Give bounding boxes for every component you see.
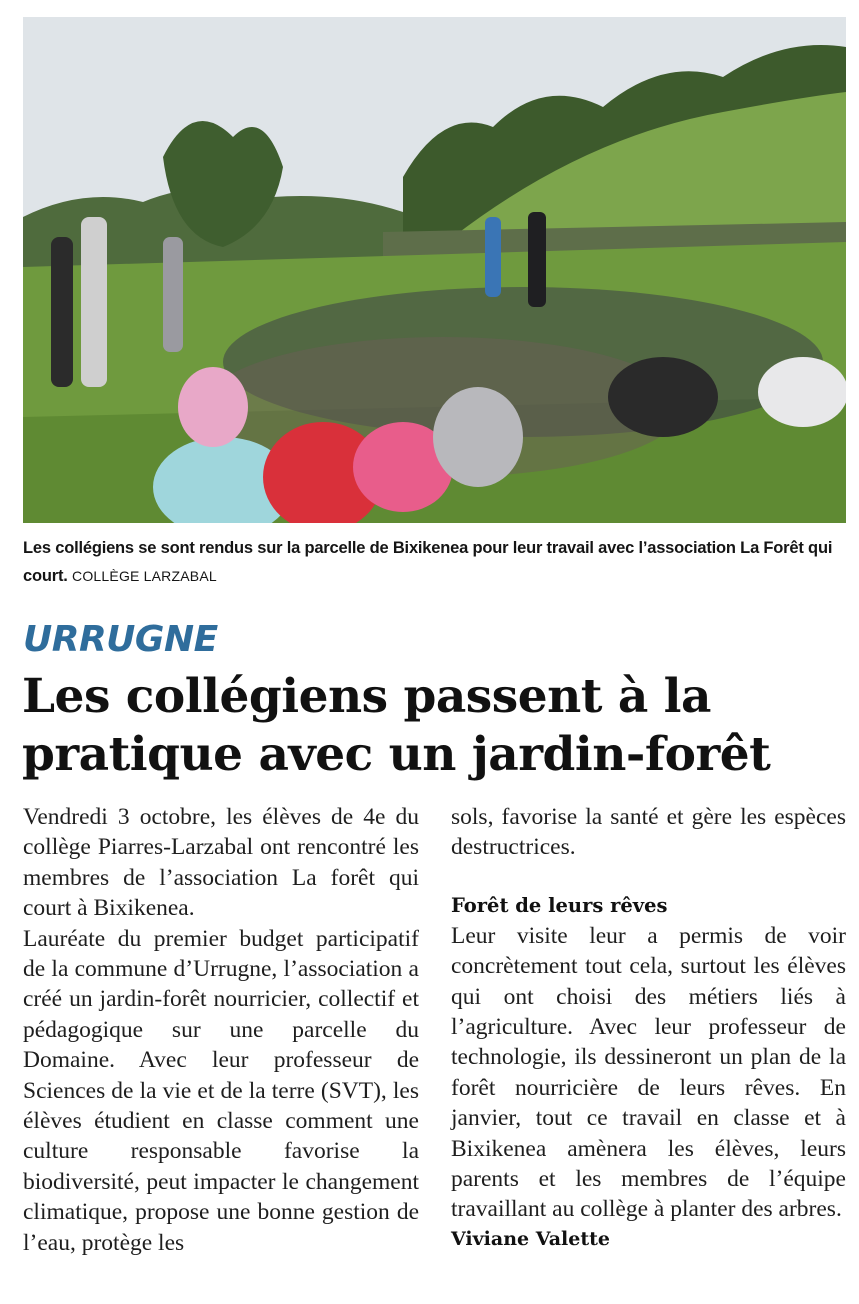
paragraph-continuation: sols, favorise la santé et gère les espèces destructrices. <box>451 804 846 861</box>
caption-text: Les collégiens se sont rendus sur la parcelle de Bixikenea pour leur travail avec l’association La Forêt qui court. <box>23 539 833 585</box>
article-column-left <box>23 802 419 1258</box>
article-photo <box>23 17 846 523</box>
article-column-right <box>451 802 846 1253</box>
photo-credit: COLLÈGE LARZABAL <box>72 568 217 584</box>
photo-students-in-field <box>23 17 846 523</box>
author-byline: Viviane Valette <box>451 1227 610 1250</box>
article-headline: Les collégiens passent à la pratique avec un jardin-forêt <box>22 669 771 782</box>
paragraph-intro: Vendredi 3 octobre, les élèves de 4e du collège Piarres-Larzabal ont rencontré les membres de l’association La forêt qui court à Bixikenea. <box>23 804 419 922</box>
article-subhead: Forêt de leurs rêves <box>451 893 668 917</box>
paragraph-association: Lauréate du premier budget participatif de la commune d’Urrugne, l’association a créé un jardin-forêt nourricier, collectif et pédagogique sur une parcelle du Domaine. Avec leur professeur de Sciences de la vie et de la terre (SVT), les élèves étudient en classe comment une culture responsable favorise la biodiversité, peut impacter le changement climatique, propose une bonne gestion de l’eau, protège les <box>23 925 419 1256</box>
paragraph-visit: Leur visite leur a permis de voir concrètement tout cela, surtout les élèves qui ont choisi des métiers liés à l’agriculture. Avec leur professeur de technologie, ils dessineront un plan de la forêt nourricière de leurs rêves. En janvier, tout ce travail en classe et à Bixikenea amènera les élèves, leurs parents et les membres de l’équipe travaillant au collège à planter des arbres. <box>451 922 846 1223</box>
location-kicker: URRUGNE <box>23 619 218 660</box>
photo-caption <box>23 534 846 590</box>
